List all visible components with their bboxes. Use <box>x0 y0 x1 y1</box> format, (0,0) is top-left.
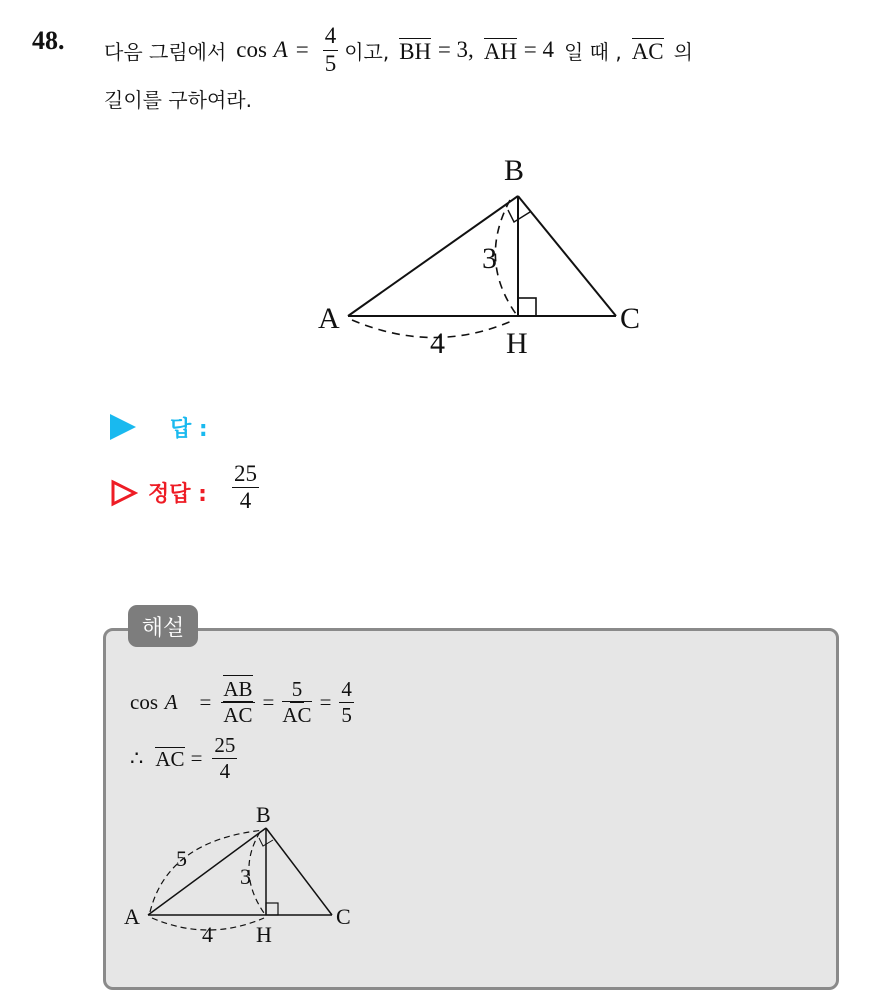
sol-cos: cos <box>130 689 158 714</box>
sol-frac-1-den: AC <box>223 702 253 727</box>
sol-label-b: B <box>256 802 271 827</box>
segment-ac: AC <box>631 38 664 64</box>
cos-fraction-denominator: 5 <box>324 50 337 76</box>
sol-segment-ac: AC <box>155 746 185 771</box>
question-line-2: 길이를 구하여라. <box>104 88 252 112</box>
sol-frac-4-den: 4 <box>219 758 231 783</box>
correct-answer-value <box>232 462 259 513</box>
length-bh: 3 <box>482 242 497 275</box>
question-text-4: 의 <box>673 39 693 64</box>
sol-frac-2 <box>282 678 311 725</box>
sol-side-bc <box>266 828 332 915</box>
label-h: H <box>506 327 528 360</box>
sol-length-bh: 3 <box>240 864 251 889</box>
correct-answer-denominator: 4 <box>239 488 252 514</box>
equals-sign: = <box>295 37 309 62</box>
sol-equals-1: = <box>199 689 212 714</box>
sol-frac-4 <box>212 734 237 781</box>
solution-triangle-figure <box>118 800 378 950</box>
question-text-2: 이고, <box>344 39 390 64</box>
sol-equals-4: = <box>190 745 203 770</box>
sol-equals-2: = <box>262 689 275 714</box>
sol-label-h: H <box>256 922 272 947</box>
solution-line-1 <box>130 672 358 732</box>
correct-answer-arrow-icon <box>110 479 138 507</box>
sol-right-angle-mark-h <box>266 903 278 915</box>
sol-label-c: C <box>336 904 351 929</box>
sol-frac-2-num: 5 <box>291 677 303 702</box>
cos-variable: A <box>273 37 288 62</box>
length-ah: 4 <box>430 327 445 360</box>
sol-frac-1 <box>221 678 254 725</box>
sol-frac-4-num: 25 <box>214 733 236 758</box>
solution-tag: 해설 <box>128 605 198 647</box>
sol-equals-3: = <box>319 689 332 714</box>
question-line-1 <box>104 22 693 78</box>
segment-ah: AH <box>483 38 518 64</box>
correct-answer-label: 정답 : <box>148 482 207 507</box>
correct-answer-numerator: 25 <box>232 462 259 488</box>
sol-frac-3-num: 4 <box>341 677 352 702</box>
segment-ah-value: = 4 <box>523 37 554 62</box>
question-text-1: 다음 그림에서 <box>104 39 227 64</box>
dashed-arc-bh <box>495 200 516 314</box>
cos-function: cos <box>236 37 267 62</box>
cos-fraction <box>323 24 339 75</box>
solution-line-2 <box>130 730 241 786</box>
sol-frac-2-den: AC <box>282 702 312 727</box>
sol-label-a: A <box>124 904 140 929</box>
question-text-3: 일 때 , <box>563 39 622 64</box>
cos-fraction-numerator: 4 <box>323 24 339 50</box>
label-b: B <box>504 154 525 187</box>
sol-length-ah: 4 <box>202 922 213 947</box>
sol-frac-3-den: 5 <box>341 702 352 727</box>
sol-frac-3 <box>339 678 354 725</box>
sol-cos-variable: A <box>164 689 178 714</box>
right-angle-mark-h <box>518 298 536 316</box>
segment-bh: BH <box>399 38 432 64</box>
label-a: A <box>318 302 340 335</box>
answer-arrow-icon <box>110 414 136 440</box>
label-c: C <box>620 302 641 335</box>
answer-label: 답 : <box>170 417 208 442</box>
question-number: 48. <box>32 26 65 55</box>
segment-bh-value: = 3, <box>437 37 474 62</box>
therefore-symbol: ∴ <box>130 745 144 770</box>
sol-frac-1-num: AB <box>223 677 253 702</box>
triangle-figure <box>310 150 670 370</box>
sol-length-ab: 5 <box>176 846 187 871</box>
